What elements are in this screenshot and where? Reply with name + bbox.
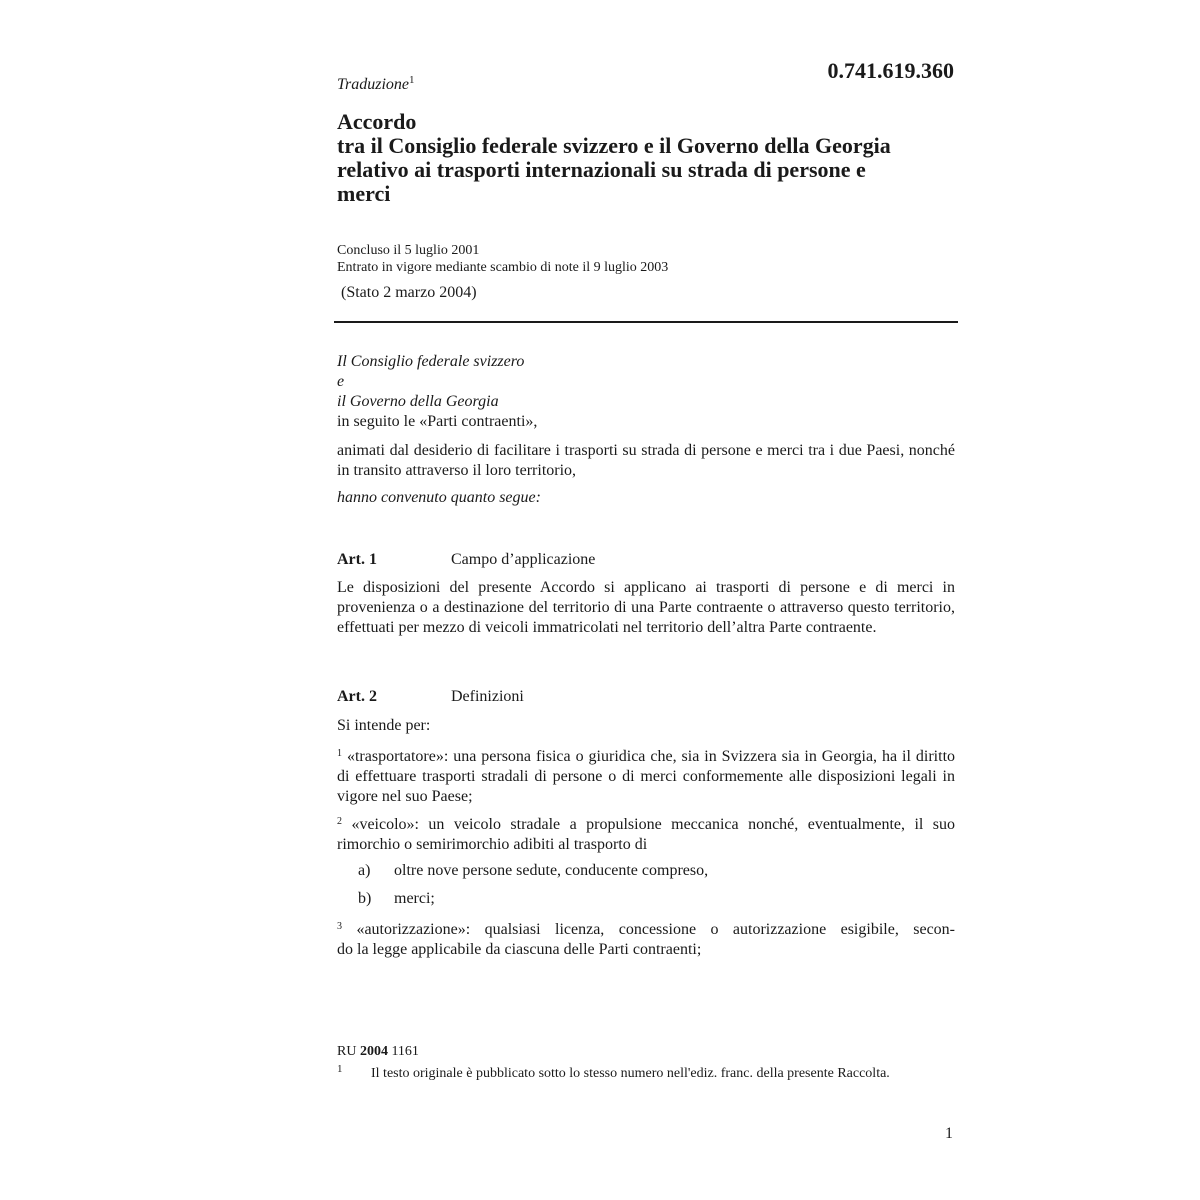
article-1-text: Le disposizioni del presente Accordo si applicano ai trasporti di persone e di merci in provenienza o a destinazione del territorio di una Parte contraente o attraverso questo territorio, effettuati per mezzo di veicoli immatricolati nel territorio dell’altra Parte contraente. <box>337 579 955 636</box>
definition-3 <box>337 917 955 960</box>
list-item-text: oltre nove persone sedute, conducente compreso, <box>394 862 709 879</box>
concluded-date: Concluso il 5 luglio 2001 <box>337 243 480 258</box>
title-line-1: Accordo <box>337 109 417 134</box>
status-date: (Stato 2 marzo 2004) <box>341 284 477 301</box>
reference-number: 0.741.619.360 <box>827 58 954 83</box>
title-line-2: tra il Consiglio federale svizzero e il Governo della Georgia <box>337 133 891 158</box>
article-2-title: Definizioni <box>451 688 524 705</box>
parties-definition: in seguito le «Parti contraenti», <box>337 413 538 430</box>
ru-prefix: RU <box>337 1044 357 1059</box>
preamble-agreement: hanno convenuto quanto segue: <box>337 489 541 506</box>
list-item-label: a) <box>358 862 371 879</box>
article-2-heading <box>337 687 955 707</box>
list-item <box>358 861 708 881</box>
definition-2 <box>337 812 955 855</box>
party-switzerland: Il Consiglio federale svizzero <box>337 353 525 370</box>
translation-text: Traduzione <box>337 76 410 93</box>
article-2-number: Art. 2 <box>337 688 377 705</box>
footnote-marker: 1 <box>409 74 415 86</box>
definition-2-number: 2 <box>337 816 342 827</box>
page-number: 1 <box>945 1125 953 1142</box>
definition-1 <box>337 744 955 807</box>
article-1-title: Campo d’applicazione <box>451 551 596 568</box>
article-2-intro: Si intende per: <box>337 717 431 734</box>
document-title <box>337 110 967 206</box>
definition-3-line-1 <box>337 917 955 940</box>
party-conjunction: e <box>337 373 345 390</box>
official-collection-reference <box>337 1044 419 1060</box>
in-force-date: Entrato in vigore mediante scambio di note il 9 luglio 2003 <box>337 260 669 275</box>
title-line-4: merci <box>337 181 391 206</box>
title-line-3: relativo ai trasporti internazionali su strada di persone e <box>337 157 866 182</box>
preamble-parties <box>337 352 955 432</box>
footnote-number: 1 <box>337 1063 343 1075</box>
article-1-heading <box>337 550 955 570</box>
header-divider <box>334 321 958 323</box>
definition-3-number: 3 <box>337 921 342 932</box>
preamble-purpose: animati dal desiderio di facilitare i trasporti su strada di persone e merci tra i due Paesi, nonché in transito attraverso il loro territorio, <box>337 442 955 479</box>
document-dates <box>337 242 668 276</box>
definition-1-text: «trasportatore»: una persona fisica o giuridica che, sia in Svizzera sia in Georgia, ha il diritto di effettuare trasporti stradali di persone o di merci conformemente alle disposizioni legali in vigore nel suo Paese; <box>337 748 956 805</box>
ru-page: 1161 <box>391 1044 419 1059</box>
party-georgia: il Governo della Georgia <box>337 393 499 410</box>
article-1-number: Art. 1 <box>337 551 377 568</box>
definition-1-number: 1 <box>337 748 342 759</box>
definition-3-line-2: do la legge applicabile da ciascuna delle Parti contraenti; <box>337 941 702 958</box>
definition-3-text-1: «autorizzazione»: qualsiasi licenza, concessione o autorizzazione esigibile, secon- <box>356 921 955 938</box>
list-item-text: merci; <box>394 890 435 907</box>
list-item-label: b) <box>358 890 372 907</box>
definition-2-text: «veicolo»: un veicolo stradale a propulsione meccanica nonché, eventualmente, il suo rimorchio o semirimorchio adibiti al trasporto di <box>337 816 956 853</box>
translation-label <box>337 74 415 94</box>
list-item <box>358 889 435 909</box>
ru-year: 2004 <box>359 1044 388 1059</box>
footnote-text: Il testo originale è pubblicato sotto lo stesso numero nell'ediz. franc. della presente Raccolta. <box>371 1066 890 1081</box>
